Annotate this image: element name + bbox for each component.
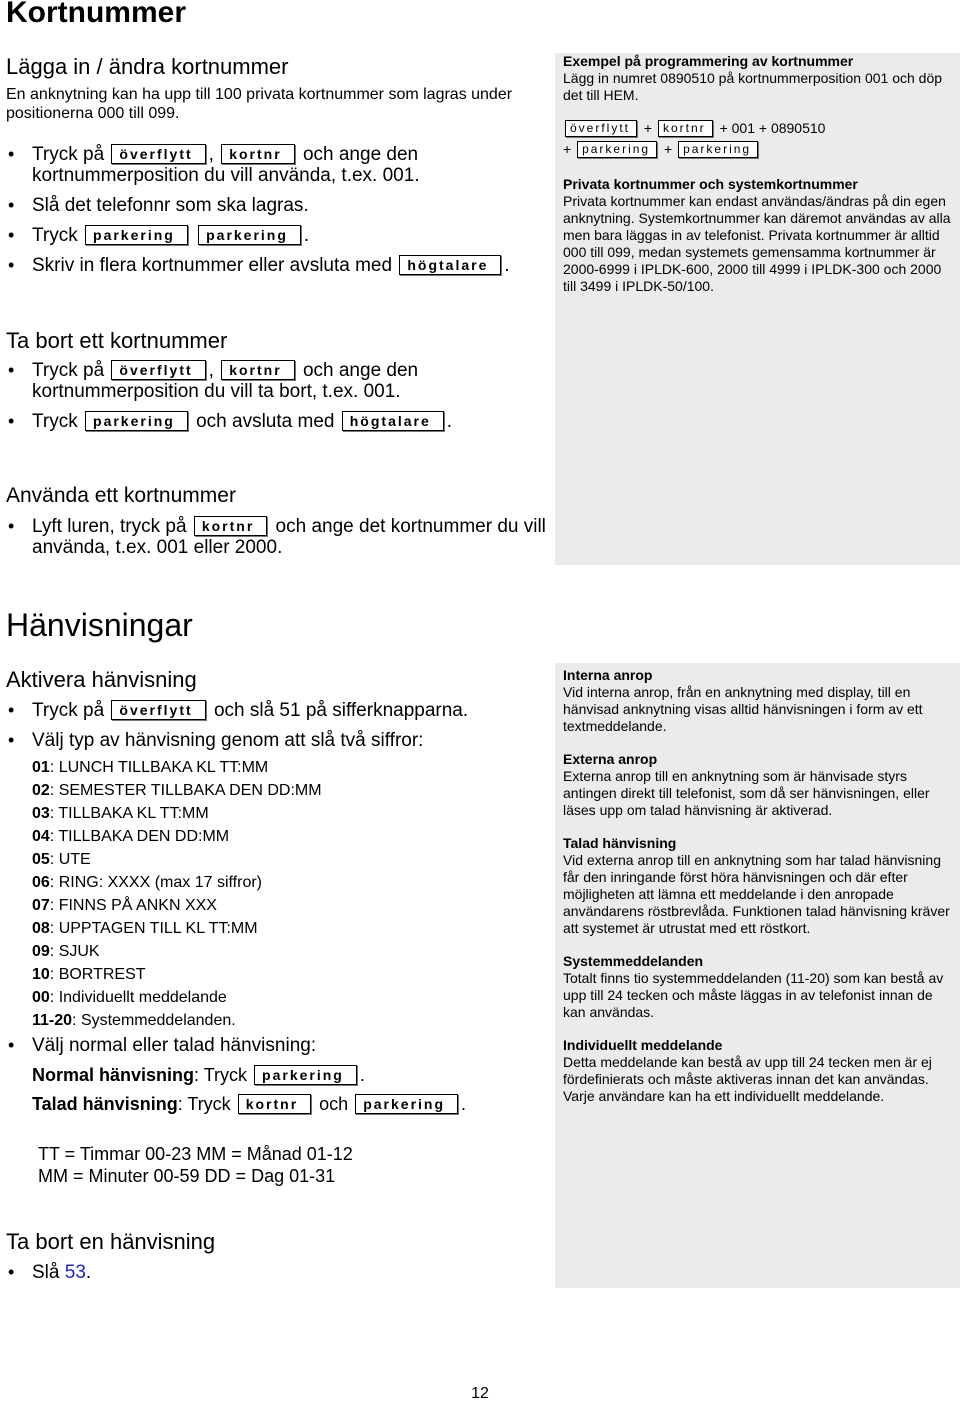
code-row (32, 940, 512, 963)
code-row (32, 848, 512, 871)
list-item: • Lyft luren, tryck på kortnr och ange det kortnummer du vill använda, t.ex. 001 eller 2000. (6, 516, 546, 558)
info-panel-kortnummer (555, 53, 960, 565)
key-overflytt: överflytt (111, 144, 205, 164)
key-overflytt: överflytt (111, 700, 205, 720)
key-parkering: parkering (198, 225, 301, 245)
panel-text: Totalt finns tio systemmeddelanden (11-20) som kan bestå av upp till 24 tecken och måste läggas in av telefonist innan de kan användas. (563, 970, 944, 1020)
panel-heading: Individuellt meddelande (563, 1037, 723, 1053)
bullet-list (6, 1262, 546, 1292)
list-item: • Slå det telefonnr som ska lagras. (6, 195, 546, 216)
code-number: 01 (32, 759, 50, 776)
panel-text: Vid interna anrop, från en anknytning med display, till en hänvisad anknytning visas alltid hänvisningen i form av ett textmeddelande. (563, 684, 923, 734)
code-number: 03 (32, 805, 50, 822)
section-heading: Lägga in / ändra kortnummer (6, 54, 289, 79)
key-kortnr: kortnr (194, 516, 267, 536)
panel-heading: Interna anrop (563, 667, 653, 683)
section-heading: Ta bort ett kortnummer (6, 328, 228, 353)
key-parkering: parkering (254, 1065, 357, 1085)
key-parkering: parkering (678, 141, 758, 158)
key-parkering: parkering (85, 225, 188, 245)
key-kortnr: kortnr (221, 360, 294, 380)
panel-heading: Exempel på programmering av kortnummer (563, 53, 854, 69)
panel-text: Privata kortnummer kan endast användas/ändras på din egen anknytning. Systemkortnummer kan däremot användas av alla men bara läggas in av telefonist. Privata kortnummer är alltid 000 till 099, medan systemets gemensamma kortnummer är 2000-6999 i IPLDK-600, 2000 till 4999 i IPLDK-300 och 2000 till 3499 i IPLDK-50/100. (563, 193, 951, 294)
code-text: : TILLBAKA KL TT:MM (49, 805, 209, 822)
panel-heading: Systemmeddelanden (563, 953, 704, 969)
bullet-list (6, 360, 546, 441)
key-overflytt: överflytt (111, 360, 205, 380)
code-row (32, 802, 512, 825)
list-item: • Tryck parkering parkering . (6, 225, 546, 246)
code-number: 07 (32, 897, 50, 914)
code-number: 00 (32, 989, 50, 1006)
code-row (32, 963, 512, 986)
talad-option: Talad hänvisning: Tryck kortnr och parkering . (32, 1094, 467, 1114)
page-number: 12 (471, 1385, 489, 1402)
code-row (32, 756, 512, 779)
chapter-title: Hänvisningar (6, 607, 193, 643)
key-parkering: parkering (355, 1094, 458, 1114)
panel-text: Externa anrop till en anknytning som är hänvisade styrs antingen direkt till telefonist, som då ser hänvisningen, eller läses upp om talad hänvisning är aktiverad. (563, 768, 930, 818)
list-item: • Tryck på överflytt , kortnr och ange den kortnummerposition du vill använda, t.ex. 001. (6, 144, 546, 186)
code-text: : UTE (49, 851, 91, 868)
bullet-list (6, 144, 546, 285)
list-item: • Tryck parkering och avsluta med högtalare . (6, 411, 546, 432)
key-kortnr: kortnr (658, 120, 713, 137)
panel-heading: Privata kortnummer och systemkortnummer (563, 176, 858, 192)
panel-heading: Externa anrop (563, 751, 658, 767)
info-panel-hanvisning (555, 663, 960, 1288)
code-number: 08 (32, 920, 50, 937)
code-row (32, 986, 512, 1009)
code-row (32, 779, 512, 802)
code-text: : BORTREST (49, 966, 146, 983)
code-text: : Systemmeddelanden. (72, 1012, 236, 1029)
key-kortnr: kortnr (238, 1094, 311, 1114)
panel-text: Lägg in numret 0890510 på kortnummerposition 001 och döp det till HEM. (563, 70, 943, 103)
code-text: : LUNCH TILLBAKA KL TT:MM (49, 759, 269, 776)
section-heading: Aktivera hänvisning (6, 667, 197, 692)
key-parkering: parkering (577, 141, 657, 158)
key-parkering: parkering (85, 411, 188, 431)
key-kortnr: kortnr (221, 144, 294, 164)
bullet-list (6, 700, 546, 760)
bullet-list (6, 1035, 546, 1065)
code-row (32, 1009, 512, 1032)
key-sequence: överflytt + kortnr + 001 + 0890510 + parkering + parkering (563, 120, 826, 157)
code-row (32, 917, 512, 940)
panel-text: Vid externa anrop till en anknytning som har talad hänvisning får den inringande först höra hänvisningen och där efter möjligheten att lämna ett meddelande i den anropade användarens röstbrevlåda. Funktionen talad hänvisning kräver att systemet är utrustat med ett röstkort. (563, 852, 950, 936)
code-text: : FINNS PÅ ANKN XXX (49, 897, 217, 914)
code-number: 02 (32, 782, 50, 799)
list-item: • Skriv in flera kortnummer eller avsluta med högtalare . (6, 255, 546, 276)
panel-heading: Talad hänvisning (563, 835, 677, 851)
page-title: Kortnummer (6, 0, 187, 29)
key-hogtalare: högtalare (399, 255, 501, 275)
code-number: 10 (32, 966, 50, 983)
bullet-list (6, 516, 546, 567)
code-number: 05 (32, 851, 50, 868)
code-text: : Individuellt meddelande (49, 989, 227, 1006)
list-item: • Välj typ av hänvisning genom att slå två siffror: (6, 730, 546, 751)
list-item: • Välj normal eller talad hänvisning: (6, 1035, 546, 1056)
code-row (32, 894, 512, 917)
code-text: : RING: XXXX (max 17 siffror) (49, 874, 262, 891)
code-number: 04 (32, 828, 50, 845)
code-list (32, 756, 512, 1032)
code-number: 09 (32, 943, 50, 960)
code-row (32, 825, 512, 848)
key-hogtalare: högtalare (342, 411, 444, 431)
code-number: 11-20 (32, 1012, 73, 1029)
panel-text: Detta meddelande kan bestå av upp till 24 tecken men är ej fördefinierats och måste aktiveras innan det kan användas. Varje användare kan ha ett individuellt meddelande. (563, 1054, 932, 1104)
code-text: : SEMESTER TILLBAKA DEN DD:MM (49, 782, 322, 799)
code-text: : UPPTAGEN TILL KL TT:MM (49, 920, 258, 937)
code-text: : SJUK (49, 943, 100, 960)
section-heading: Använda ett kortnummer (6, 484, 236, 507)
key-overflytt: överflytt (565, 120, 637, 137)
list-item: • Tryck på överflytt , kortnr och ange den kortnummerposition du vill ta bort, t.ex. 001. (6, 360, 546, 402)
code-number: 06 (32, 874, 50, 891)
code-text: : TILLBAKA DEN DD:MM (49, 828, 230, 845)
legend-note: TT = Timmar 00-23 MM = Månad 01-12 MM = Minuter 00-59 DD = Dag 01-31 (38, 1144, 353, 1186)
list-item: • Slå 53. (6, 1262, 546, 1283)
code-number: 53 (64, 1262, 86, 1283)
intro-text: En anknytning kan ha upp till 100 privata kortnummer som lagras under positionerna 000 till 099. (6, 86, 513, 122)
list-item: • Tryck på överflytt och slå 51 på sifferknapparna. (6, 700, 546, 721)
normal-option: Normal hänvisning: Tryck parkering . (32, 1065, 365, 1085)
section-heading: Ta bort en hänvisning (6, 1229, 216, 1254)
code-row (32, 871, 512, 894)
